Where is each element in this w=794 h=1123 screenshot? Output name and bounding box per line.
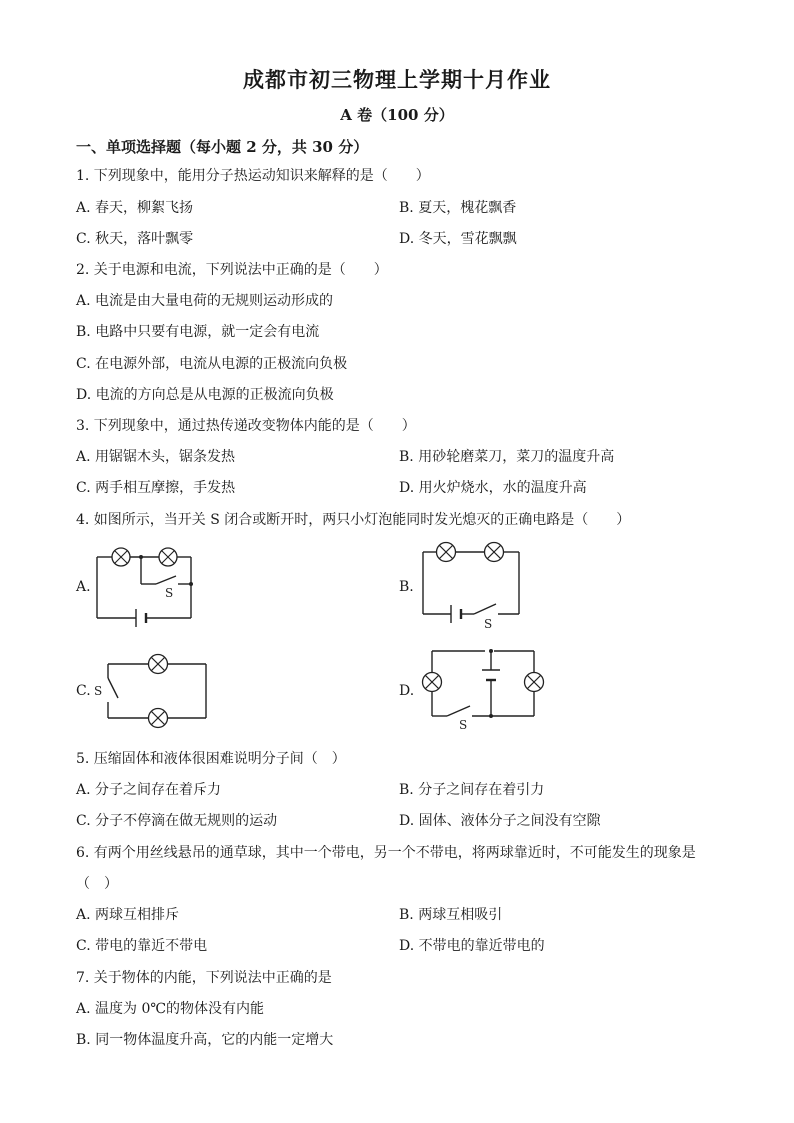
circuit-d-junction: [489, 649, 493, 653]
question-5-stem: 5. 压缩固体和液体很困难说明分子间（ ）: [76, 751, 346, 767]
question-4-option-d-label: D.: [399, 683, 415, 699]
circuit-d-switch-label: S: [459, 718, 468, 732]
question-1-option-a: A. 春天，柳絮飞扬: [76, 200, 194, 216]
question-3-option-d: D. 用火炉烧水，水的温度升高: [399, 480, 587, 496]
circuit-b-lamp-1: [437, 543, 456, 562]
question-6-stem: 6. 有两个用丝线悬吊的通草球，其中一个带电，另一个不带电，将两球靠近时，不可能发生的现象是: [76, 845, 696, 861]
page-title: 成都市初三物理上学期十月作业: [243, 67, 551, 92]
question-3-option-a: A. 用锯锯木头，锯条发热: [76, 449, 236, 465]
circuit-d-wires: [432, 651, 534, 716]
circuit-a-junction: [189, 582, 193, 586]
circuit-a-lamp-1: [112, 548, 130, 566]
circuit-d-junction: [489, 714, 493, 718]
question-3-option-b: B. 用砂轮磨菜刀，菜刀的温度升高: [399, 449, 615, 465]
question-6-option-a: A. 两球互相排斥: [76, 907, 180, 923]
question-4-option-c-label: C.: [76, 683, 91, 699]
circuit-a-lamp-2: [159, 548, 177, 566]
question-7-option-a: A. 温度为 0℃的物体没有内能: [76, 1001, 265, 1017]
question-4-stem: 4. 如图所示，当开关 S 闭合或断开时，两只小灯泡能同时发光熄灭的正确电路是（ ）: [76, 512, 631, 528]
question-5-option-c: C. 分子不停滴在做无规则的运动: [76, 813, 278, 829]
question-3-stem: 3. 下列现象中，通过热传递改变物体内能的是（ ）: [76, 418, 416, 434]
circuit-a-wires: [97, 557, 191, 618]
circuit-d-lamp-1: [423, 673, 442, 692]
circuit-a-switch-label: S: [165, 586, 174, 600]
question-6-option-b: B. 两球互相吸引: [399, 907, 503, 923]
question-2-option-b: B. 电路中只要有电源，就一定会有电流: [76, 324, 320, 340]
question-1-stem: 1. 下列现象中，能用分子热运动知识来解释的是（ ）: [76, 168, 430, 184]
question-1-option-b: B. 夏天，槐花飘香: [399, 200, 517, 216]
question-1-option-c: C. 秋天，落叶飘零: [76, 231, 194, 247]
question-4-option-a-label: A.: [76, 579, 91, 595]
question-6-option-d: D. 不带电的靠近带电的: [399, 938, 545, 954]
question-7-option-b: B. 同一物体温度升高，它的内能一定增大: [76, 1032, 334, 1048]
question-2-option-c: C. 在电源外部，电流从电源的正极流向负极: [76, 356, 348, 372]
circuit-b-lamp-2: [485, 543, 504, 562]
question-6-stem-continued: （ ）: [76, 876, 118, 892]
question-5-option-d: D. 固体、液体分子之间没有空隙: [399, 813, 601, 829]
circuit-c-switch-label: S: [94, 684, 103, 698]
page-subtitle: A 卷（100 分）: [340, 106, 454, 124]
circuit-c-lamp-1: [149, 655, 168, 674]
question-3-option-c: C. 两手相互摩擦，手发热: [76, 480, 236, 496]
section-heading: 一、单项选择题（每小题 2 分，共 30 分）: [76, 138, 369, 156]
circuit-c-lamp-2: [149, 709, 168, 728]
circuit-d-lamp-2: [525, 673, 544, 692]
question-1-option-d: D. 冬天，雪花飘飘: [399, 231, 517, 247]
circuit-b-wires: [423, 552, 519, 614]
question-6-option-c: C. 带电的靠近不带电: [76, 938, 208, 954]
question-5-option-a: A. 分子之间存在着斥力: [76, 782, 222, 798]
question-2-option-a: A. 电流是由大量电荷的无规则运动形成的: [76, 293, 334, 309]
question-7-stem: 7. 关于物体的内能，下列说法中正确的是: [76, 970, 332, 986]
circuit-a-junction: [139, 555, 143, 559]
question-4-option-b-label: B.: [399, 579, 414, 595]
question-5-option-b: B. 分子之间存在着引力: [399, 782, 545, 798]
circuit-b-switch-label: S: [484, 617, 493, 631]
question-2-stem: 2. 关于电源和电流，下列说法中正确的是（ ）: [76, 262, 388, 278]
question-2-option-d: D. 电流的方向总是从电源的正极流向负极: [76, 387, 334, 403]
